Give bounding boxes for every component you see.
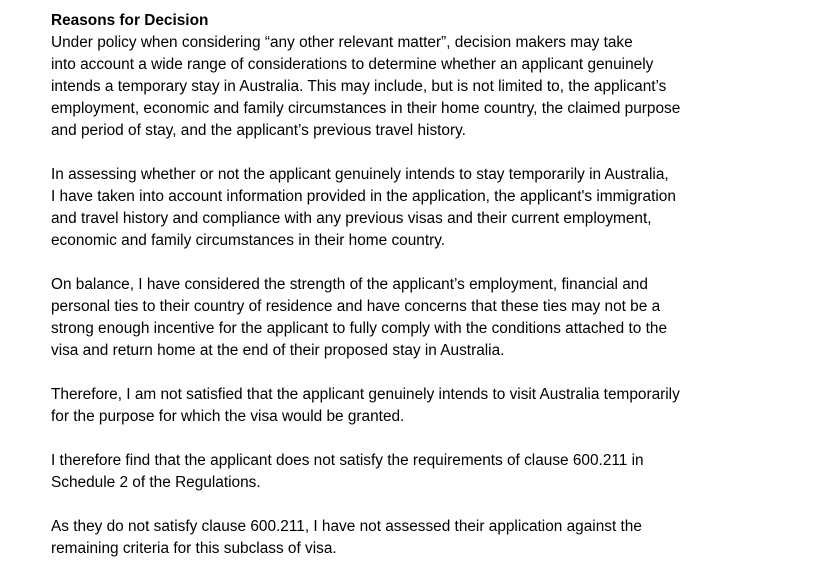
paragraph-not-satisfied: Therefore, I am not satisfied that the applicant genuinely intends to visit Australia temporarily for the purpose for which the visa would be granted. <box>51 386 680 425</box>
paragraph-not-assessed: As they do not satisfy clause 600.211, I have not assessed their application against the remaining criteria for this subclass of visa. <box>51 518 642 557</box>
paragraph-policy-considerations: Under policy when considering “any other relevant matter”, decision makers may take into account a wide range of considerations to determine whether an applicant genuinely intends a temporary stay in Australia. This may include, but is not limited to, the applicant’s employment, economic and family circumstances in their home country, the claimed purpose and period of stay, and the applicant’s previous travel history. <box>51 34 681 139</box>
paragraph-finding: I therefore find that the applicant does not satisfy the requirements of clause 600.211 in Schedule 2 of the Regulations. <box>51 452 644 491</box>
paragraph-on-balance: On balance, I have considered the strength of the applicant’s employment, financial and personal ties to their country of residence and have concerns that these ties may not be a strong enough incentive for the applicant to fully comply with the conditions attached to the visa and return home at the end of their proposed stay in Australia. <box>51 276 668 359</box>
section-heading: Reasons for Decision <box>51 12 209 29</box>
paragraph-assessment: In assessing whether or not the applicant genuinely intends to stay temporarily in Australia, I have taken into account information provided in the application, the applicant's immigration and travel history and compliance with any previous visas and their current employment, economic and family circumstances in their home country. <box>51 166 676 249</box>
decision-document <box>51 10 811 560</box>
